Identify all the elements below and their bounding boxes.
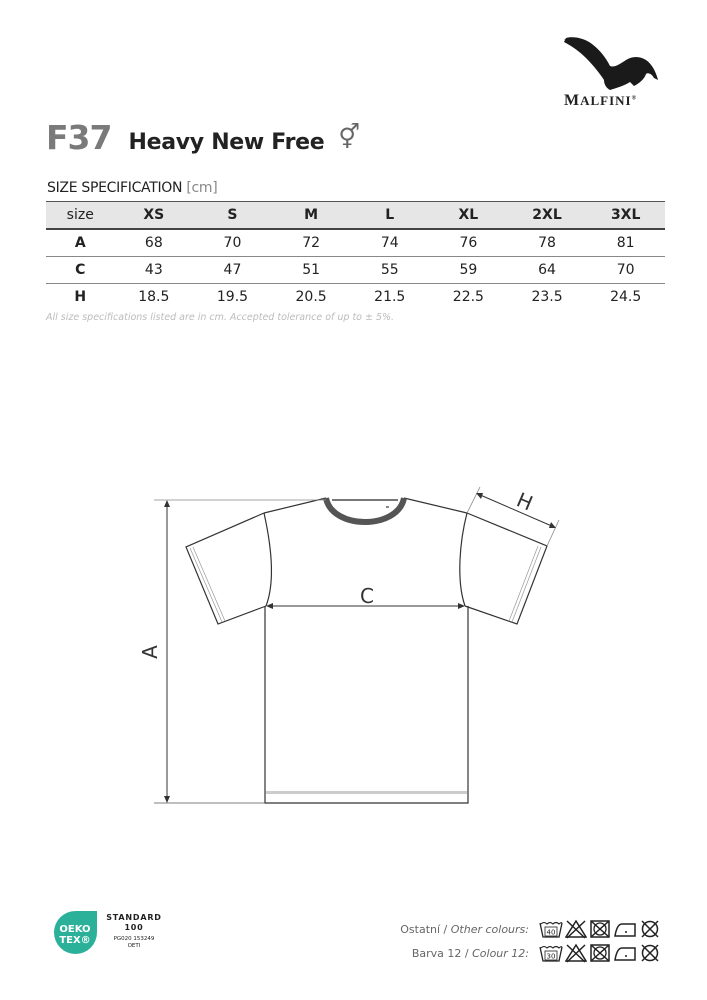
header-cell: XL [429,202,508,230]
table-cell: 18.5 [138,289,170,305]
table-cell: 78 [508,229,587,257]
table-cell: 24.5 [610,289,642,305]
header-cell: S [193,202,272,230]
care-instructions [400,917,661,965]
table-cell: 21.5 [374,289,406,305]
wash-tub-icon [539,943,563,963]
header-cell: XS [115,202,194,230]
table-cell: 59 [429,257,508,284]
spec-heading: SIZE SPECIFICATION [cm] [47,180,218,196]
iron-low-icon [613,943,637,963]
svg-text:30: 30 [546,952,556,961]
row-label: A [46,229,115,257]
no-bleach-icon [565,919,587,939]
table-cell: 47 [193,257,272,284]
table-cell: 51 [272,257,351,284]
table-cell: 22.5 [452,289,484,305]
header-cell: size [46,202,115,230]
svg-text:OEKO: OEKO [59,924,91,935]
table-row [46,257,665,284]
tolerance-note: All size specifications listed are in cm. Accepted tolerance of up to ± 5%. [46,312,395,323]
header-cell: M [272,202,351,230]
svg-text:40: 40 [546,928,556,937]
product-title [46,118,360,157]
table-cell: 68 [115,229,194,257]
table-header-row [46,202,665,230]
table-row [46,284,665,311]
table-cell: 20.5 [295,289,327,305]
label-a: A [138,645,162,659]
unisex-symbol-icon: ⚥ [338,123,361,151]
no-dry-clean-icon [639,943,661,963]
care-row-colour-12: Barva 12 / Colour 12: 30 [400,941,661,965]
product-name: Heavy New Free [128,130,325,155]
tshirt-measurement-diagram [0,480,707,820]
brand-wordmark: MALFINI® [564,92,638,109]
table-cell: 55 [350,257,429,284]
wash-tub-icon [539,919,563,939]
label-h: H [513,487,537,516]
label-c: C [360,584,374,608]
no-dry-clean-icon [639,919,661,939]
row-label: C [46,257,115,284]
product-code: F37 [46,118,112,157]
no-bleach-icon [565,943,587,963]
no-tumble-dry-icon [589,919,611,939]
care-row-other-colours: Ostatní / Other colours: 40 [400,917,661,941]
table-cell: 70 [586,257,665,284]
header-cell: 2XL [508,202,587,230]
header-cell: L [350,202,429,230]
table-cell: 19.5 [216,289,249,305]
header-cell: 3XL [586,202,665,230]
size-table [46,201,665,310]
table-cell: 23.5 [531,289,563,305]
table-cell: 81 [586,229,665,257]
hem-band [266,791,467,794]
table-cell: 43 [115,257,194,284]
table-row [46,229,665,257]
svg-text:TEX®: TEX® [59,935,91,946]
table-cell: 70 [193,229,272,257]
oeko-tex-details: STANDARD 100 PG020 153249 OETI [106,913,162,949]
table-cell: 76 [429,229,508,257]
row-label: H [74,289,87,305]
table-cell: 74 [350,229,429,257]
oeko-tex-badge-icon [52,909,99,956]
table-cell: 72 [272,229,351,257]
collar [326,498,404,522]
no-tumble-dry-icon [589,943,611,963]
eagle-logo-icon [560,34,664,94]
iron-low-icon [613,919,637,939]
table-cell: 64 [508,257,587,284]
